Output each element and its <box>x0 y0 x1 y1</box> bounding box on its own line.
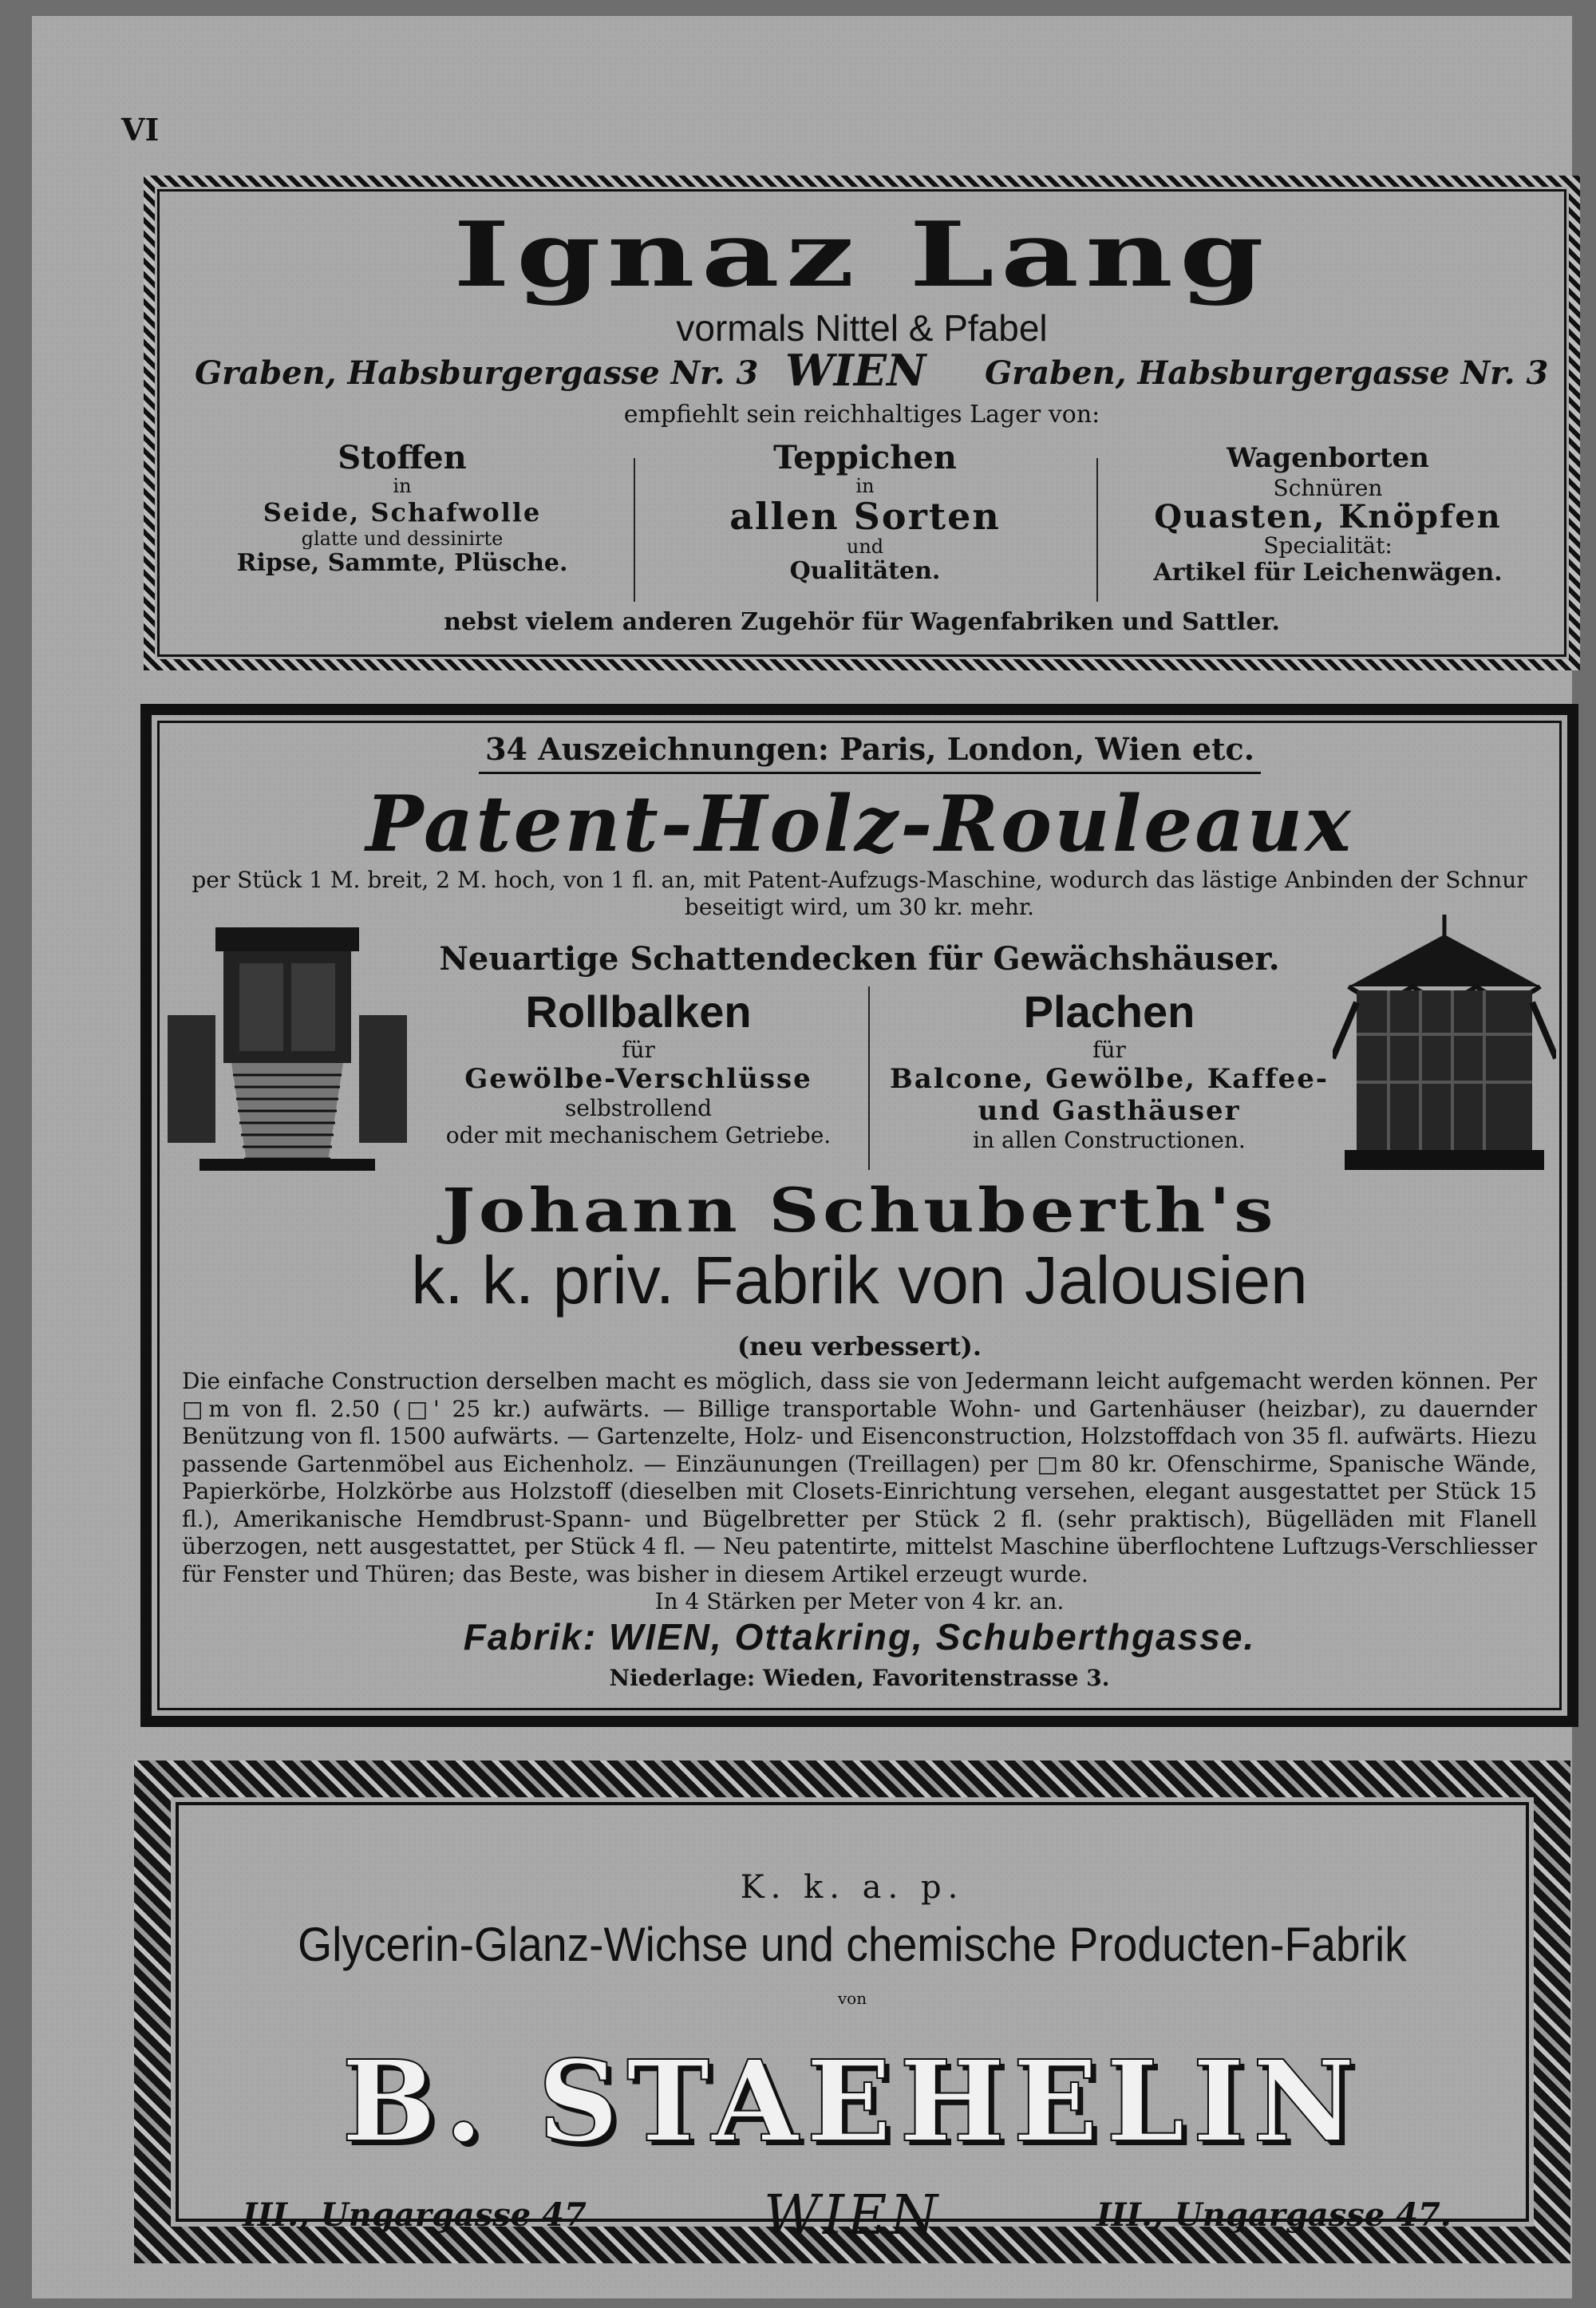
divider <box>634 458 635 602</box>
factory-title: Glycerin-Glanz-Wichse und chemische Producten-Fabrik <box>298 1918 1407 1971</box>
ad-schuberth <box>140 704 1578 1727</box>
column-text: und Gasthäuser <box>978 1095 1241 1127</box>
page-number: VI <box>121 112 160 148</box>
column-text: in <box>393 475 412 497</box>
von-text: von <box>837 1989 867 2008</box>
address-left: III., Ungargasse 47 <box>243 2196 587 2234</box>
kkap-line: K. k. a. p. <box>740 1869 965 1906</box>
product-list <box>182 1368 1537 1616</box>
column-text: Artikel für Leichenwägen. <box>1153 559 1503 587</box>
column-text: Qualitäten. <box>789 557 941 585</box>
column-teppichen <box>650 441 1080 584</box>
company-name: Johann Schuberth's <box>441 1175 1278 1246</box>
city: WIEN <box>785 345 926 396</box>
column-text: in allen Constructionen. <box>973 1127 1246 1153</box>
column-text: Schnüren <box>1273 475 1383 501</box>
ad-title: Ignaz Lang <box>453 203 1270 307</box>
column-text: allen Sorten <box>729 495 1001 538</box>
ad-description: per Stück 1 M. breit, 2 M. hoch, von 1 fl. an, mit Patent-Aufzugs-Maschine, wodurch das lästige Anbinden der Schnur beseitigt wird, um 30 kr. mehr. <box>192 867 1527 920</box>
column-heading: Teppichen <box>773 439 957 476</box>
column-text: für <box>1092 1037 1126 1063</box>
column-heading: Stoffen <box>338 439 467 476</box>
column-text: Quasten, Knöpfen <box>1154 498 1502 536</box>
column-text: Balcone, Gewölbe, Kaffee- <box>890 1063 1329 1095</box>
column-stoffen <box>187 441 618 584</box>
intro-text: empfiehlt sein reichhaltiges Lager von: <box>623 401 1100 429</box>
column-text: Specialität: <box>1263 532 1393 559</box>
column-text: Gewölbe-Verschlüsse <box>464 1063 812 1095</box>
address-left: Graben, Habsburgergasse Nr. 3 <box>195 354 759 392</box>
column-heading: Rollbalken <box>525 986 752 1037</box>
rollbalken-column <box>415 986 862 1149</box>
company-name: B. STAEHELIN <box>342 2037 1363 2168</box>
city: WIEN <box>764 2184 941 2247</box>
column-text: Seide, Schafwolle <box>263 497 542 528</box>
product-paragraph: In 4 Stärken per Meter von 4 kr. an. <box>654 1588 1065 1614</box>
column-heading: Plachen <box>1023 986 1195 1037</box>
column-text: oder mit mechanischem Getriebe. <box>445 1122 832 1148</box>
depot-address: Niederlage: Wieden, Favoritenstrasse 3. <box>609 1665 1110 1691</box>
ad-subtitle: vormals Nittel & Pfabel <box>676 307 1048 349</box>
plachen-column <box>886 986 1333 1154</box>
ad-ignaz-lang <box>144 176 1580 670</box>
ad-title: Patent-Holz-Rouleaux <box>365 779 1353 869</box>
factory-address: Fabrik: WIEN, Ottakring, Schuberthgasse. <box>463 1616 1256 1658</box>
column-text: in <box>855 475 875 497</box>
factory-title: k. k. priv. Fabrik von Jalousien <box>411 1243 1308 1318</box>
column-text: für <box>622 1037 655 1063</box>
divider <box>1096 458 1098 602</box>
ad-staehelin <box>134 1761 1570 2263</box>
shutter-illustration <box>168 919 407 1175</box>
address-right: Graben, Habsburgergasse Nr. 3 <box>985 354 1549 392</box>
awards-heading: 34 Auszeichnungen: Paris, London, Wien etc. <box>479 731 1261 774</box>
improved-note: (neu verbessert). <box>737 1331 982 1361</box>
novelty-heading: Neuartige Schattendecken für Gewächshäuser. <box>439 940 1280 978</box>
column-text: Ripse, Sammte, Plüsche. <box>236 549 568 577</box>
address-right: III., Ungargasse 47. <box>1096 2196 1452 2234</box>
column-text: glatte und dessinirte <box>301 528 504 550</box>
ad-footer: nebst vielem anderen Zugehör für Wagenfabriken und Sattler. <box>444 608 1280 636</box>
catalog-page <box>32 16 1572 2298</box>
product-paragraph: Die einfache Construction derselben macht es möglich, dass sie von Jedermann leicht aufgemacht werden können. Per □m von fl. 2.50 (□' 25 kr.) aufwärts. — Billige transportable Wohn- und Gartenhäuser (heizbar), zu dauernder Benützung von fl. 1500 aufwärts. — Gartenzelte, Holz- und Eisenconstruction, Holzstoffdach von 35 fl. aufwärts. Hiezu passende Gartenmöbel aus Eichenholz. — Einzäunungen (Treillagen) per □m 80 kr. Ofenschirme, Spanische Wände, Papierkörbe, Holzkörbe aus Holzstoff (dieselben mit Closets-Einrichtung versehen, elegant ausgestattet per Stück 15 fl.), Amerikanische Hemdbrust-Spann- und Bügelbretter per Stück 2 fl. (sehr praktisch), Bügelläden mit Flanell überzogen, nett ausgestattet, per Stück 4 fl. — Neu patentirte, mittelst Maschine überflochtene Luftzugs-Verschliesser für Fenster und Thüren; das Beste, was bisher in diesem Artikel erzeugt wurde. <box>182 1368 1537 1587</box>
column-wagenborten <box>1112 441 1543 587</box>
pavilion-illustration <box>1333 915 1556 1178</box>
column-text: selbstrollend <box>564 1095 713 1121</box>
column-heading: Wagenborten <box>1227 442 1429 474</box>
column-text: und <box>846 536 884 558</box>
divider <box>868 986 870 1170</box>
